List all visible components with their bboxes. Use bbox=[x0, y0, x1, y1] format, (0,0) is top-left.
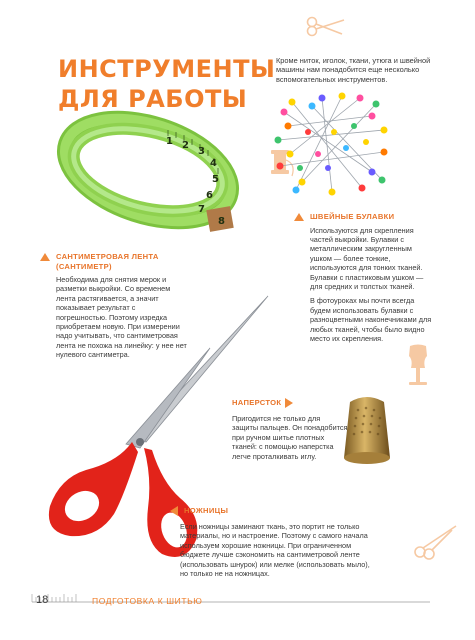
tape-body: Необходима для снятия мерок и разметки выкройки. Со временем лента растягивается, а значит показывает результат с погрешностью. Поэтому изредка приобретаем новую. При измерении надо учитывать, что сантиметровая лента не похожа на линейку: у нее нет нулевого сантиметра. bbox=[56, 275, 187, 360]
tape-number: 7 bbox=[198, 204, 205, 215]
title-line-1: ИНСТРУМЕНТЫ bbox=[58, 55, 276, 83]
scissors-deco-icon bbox=[304, 16, 348, 40]
pins-para-1: Используются для скрепления частей выкройки. Булавки с металлическим закругленным ушком — более тонкие, используются для тонких тканей. Булавки с пластиковым ушком — для средних и толстых тканей. bbox=[310, 225, 424, 291]
tape-heading bbox=[40, 252, 190, 271]
tape-number: 5 bbox=[212, 174, 219, 185]
intro-text: Кроме ниток, иголок, ткани, утюга и швейной машины нам понадобится еще несколько вспомогательных инструментов. bbox=[276, 56, 431, 84]
tape-number: 3 bbox=[198, 146, 205, 157]
thimble-heading bbox=[232, 398, 348, 408]
triangle-right-icon bbox=[285, 398, 293, 408]
measuring-tape-image bbox=[48, 96, 248, 244]
thimble-image bbox=[338, 392, 396, 468]
triangle-up-icon bbox=[40, 253, 50, 261]
page-number: 18 bbox=[36, 594, 49, 606]
pins-section bbox=[294, 212, 434, 348]
scissors-heading-label: НОЖНИЦЫ bbox=[184, 506, 229, 515]
tape-number: 4 bbox=[210, 158, 217, 169]
thimble-heading-label: НАПЕРСТОК bbox=[232, 398, 282, 407]
tape-number: 1 bbox=[166, 136, 173, 147]
scissors-section bbox=[170, 506, 370, 578]
tape-heading-line-2: (САНТИМЕТР) bbox=[56, 261, 112, 271]
thimble-body: Пригодится не только для защиты пальцев. Он понадобится при ручном шитье плотных тканей: с помощью наперстка легче проталкивать иглу. bbox=[232, 414, 348, 461]
scissors-body: Если ножницы заминают ткань, это портит не только материалы, но и настроение. Поэтому с самого начала используем хорошие ножницы. При ограниченном бюджете лучше сэкономить на сантиметровой ленте (использовать шнурок) или мелке (использовать мыло), но только не на ножницах. bbox=[180, 522, 370, 579]
tape-number: 8 bbox=[218, 216, 225, 227]
tape-heading-line-1: САНТИМЕТРОВАЯ ЛЕНТА bbox=[56, 252, 159, 261]
pins-body bbox=[310, 226, 432, 344]
triangle-up-icon bbox=[294, 213, 304, 221]
triangle-left-icon bbox=[170, 506, 178, 516]
dress-form-deco-icon bbox=[403, 344, 433, 390]
thimble-section bbox=[232, 398, 348, 461]
scissors-heading bbox=[170, 506, 370, 516]
pins-heading bbox=[294, 212, 434, 222]
tape-number: 2 bbox=[182, 140, 189, 151]
pins-heading-label: ШВЕЙНЫЕ БУЛАВКИ bbox=[310, 212, 395, 221]
scissors-deco-icon-2 bbox=[412, 522, 460, 560]
pins-image bbox=[272, 92, 392, 196]
title-line-2: ДЛЯ РАБОТЫ bbox=[58, 85, 248, 113]
pins-para-2: В фотоуроках мы почти всегда будем использовать булавки с разноцветными наконечниками для любых тканей, чтобы было видно место их скрепления. bbox=[310, 296, 432, 343]
tape-number: 6 bbox=[206, 190, 213, 201]
footer-section-title: ПОДГОТОВКА К ШИТЬЮ bbox=[92, 596, 203, 606]
